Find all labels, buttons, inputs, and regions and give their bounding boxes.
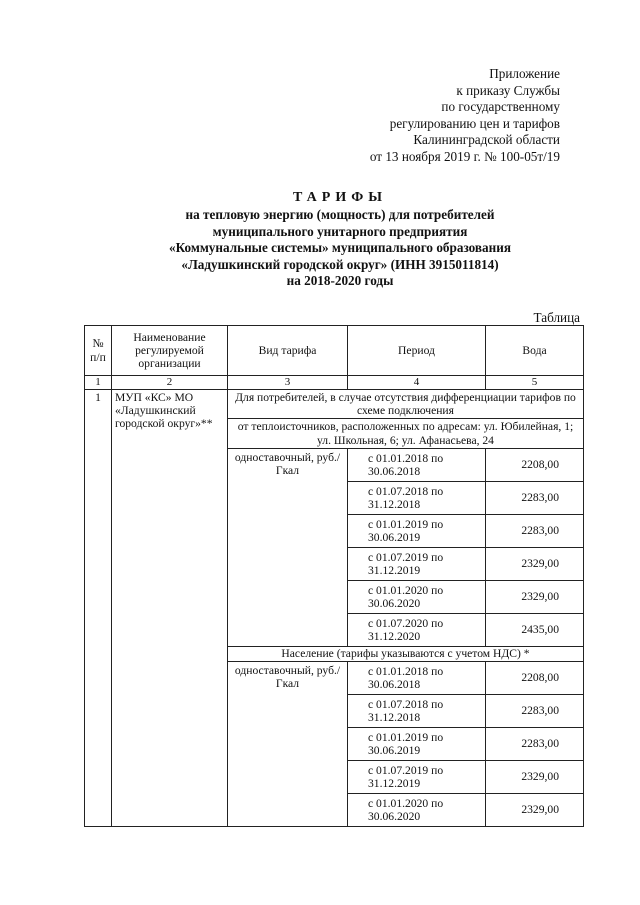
group-heading-row	[85, 390, 584, 419]
appendix-line: Приложение	[489, 66, 560, 81]
header-cell: № п/п	[85, 326, 112, 376]
tariff-type: одноставочный, руб./Гкал	[228, 661, 348, 826]
appendix-line: регулированию цен и тарифов	[389, 115, 560, 131]
organization-name: МУП «КС» МО «Ладушкинский городской округ»**	[112, 390, 228, 827]
value-cell: 2435,00	[486, 613, 584, 646]
document-title	[60, 190, 620, 289]
header-cell: Период	[348, 326, 486, 376]
value-cell: 2208,00	[486, 448, 584, 481]
tariff-type: одноставочный, руб./Гкал	[228, 448, 348, 646]
appendix-note	[320, 66, 560, 166]
period-cell: с 01.01.2020 по 30.06.2020	[348, 793, 486, 826]
period-cell: с 01.01.2020 по 30.06.2020	[348, 580, 486, 613]
appendix-line: от 13 ноября 2019 г. № 100-05т/19	[369, 148, 560, 164]
header-cell: Вид тарифа	[228, 326, 348, 376]
appendix-line: по государственному	[441, 99, 560, 115]
value-cell: 2283,00	[486, 727, 584, 760]
title-line: муниципального унитарного предприятия	[212, 223, 468, 239]
group-heading: Население (тарифы указываются с учетом НДС) *	[228, 646, 584, 661]
table-caption: Таблица	[533, 310, 580, 325]
tariffs-table	[84, 325, 584, 827]
column-number-row	[85, 376, 584, 390]
period-cell: с 01.07.2019 по 31.12.2019	[348, 760, 486, 793]
period-cell: с 01.01.2019 по 30.06.2019	[348, 514, 486, 547]
value-cell: 2329,00	[486, 547, 584, 580]
value-cell: 2329,00	[486, 793, 584, 826]
period-cell: с 01.07.2020 по 31.12.2020	[348, 613, 486, 646]
group-heading: Для потребителей, в случае отсутствия дифференциации тарифов по схеме подключения	[228, 390, 584, 419]
value-cell: 2329,00	[486, 760, 584, 793]
appendix-line: к приказу Службы	[456, 82, 560, 98]
period-cell: с 01.01.2019 по 30.06.2019	[348, 727, 486, 760]
header-cell: Вода	[486, 326, 584, 376]
appendix-line: Калининградской области	[413, 132, 560, 148]
column-number: 4	[348, 376, 486, 390]
period-cell: с 01.07.2018 по 31.12.2018	[348, 694, 486, 727]
period-cell: с 01.07.2019 по 31.12.2019	[348, 547, 486, 580]
value-cell: 2329,00	[486, 580, 584, 613]
period-cell: с 01.01.2018 по 30.06.2018	[348, 448, 486, 481]
header-cell: Наименование регулируемой организации	[112, 326, 228, 376]
title-line: «Коммунальные системы» муниципального образования	[169, 240, 511, 256]
title-line: на тепловую энергию (мощность) для потребителей	[185, 207, 495, 223]
value-cell: 2283,00	[486, 694, 584, 727]
title-line: «Ладушкинский городской округ» (ИНН 3915011814)	[181, 256, 499, 272]
column-number: 3	[228, 376, 348, 390]
value-cell: 2283,00	[486, 481, 584, 514]
column-number: 1	[85, 376, 112, 390]
title-line: на 2018-2020 годы	[286, 273, 394, 289]
period-cell: с 01.07.2018 по 31.12.2018	[348, 481, 486, 514]
period-cell: с 01.01.2018 по 30.06.2018	[348, 661, 486, 694]
value-cell: 2208,00	[486, 661, 584, 694]
column-number: 2	[112, 376, 228, 390]
group-subheading: от теплоисточников, расположенных по адресам: ул. Юбилейная, 1; ул. Школьная, 6; ул. Афанасьева, 24	[228, 419, 584, 448]
value-cell: 2283,00	[486, 514, 584, 547]
column-number: 5	[486, 376, 584, 390]
table-header-row	[85, 326, 584, 376]
row-number: 1	[85, 390, 112, 827]
title-main: ТАРИФЫ	[293, 190, 387, 205]
